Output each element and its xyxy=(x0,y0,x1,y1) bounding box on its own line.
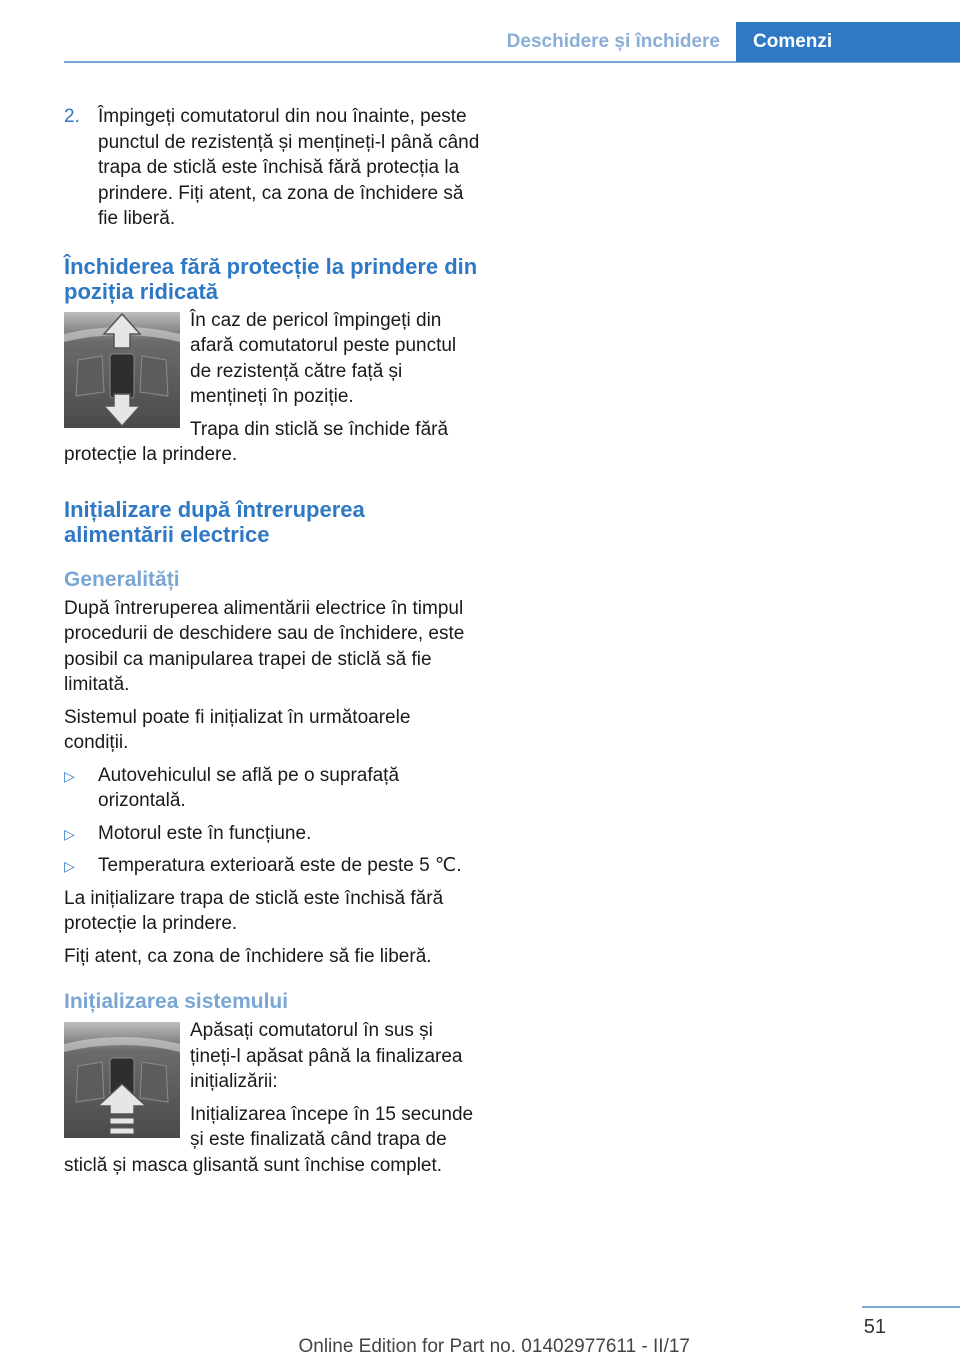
paragraph: Apăsați comutatorul în sus și țineți-l apăsat până la finalizarea inițializării: xyxy=(190,1020,463,1092)
paragraph: În caz de pericol împingeți din afară comutatorul peste punctul de rezistență către față și mențineți în poziție. xyxy=(190,309,457,407)
paragraph: Trapa din sticlă se închide fără protecție la prindere. xyxy=(64,418,449,465)
header-chapter-tab[interactable]: Comenzi xyxy=(736,22,960,62)
footer-rule xyxy=(862,1306,960,1308)
list-item xyxy=(64,821,480,847)
paragraph: Sistemul poate fi inițializat în următoarele condiții. xyxy=(64,706,411,753)
paragraph: Inițializarea începe în 15 secunde și este finalizată când trapa de sticlă și masca glisantă sunt închise complet. xyxy=(64,1103,474,1176)
edition-note: Online Edition for Part no. 01402977611 - II/17 xyxy=(298,1336,690,1357)
section-title-initialization: Inițializare după întreruperea alimentării electrice xyxy=(64,496,365,547)
list-item-text: Temperatura exterioară este de peste 5 ℃. xyxy=(98,855,462,876)
section-title-close-no-pinch: Închiderea fără protecție la prindere din poziția ridicată xyxy=(64,253,478,304)
page-number: 51 xyxy=(863,1316,886,1338)
triangle-bullet-icon: ▷ xyxy=(64,767,75,784)
main-column xyxy=(64,104,480,1185)
list-item-text: Autovehiculul se află pe o suprafață orizontală. xyxy=(98,764,400,811)
switch-push-up-illustration xyxy=(64,1022,180,1138)
paragraph: Fiți atent, ca zona de închidere să fie liberă. xyxy=(64,945,432,967)
triangle-bullet-icon: ▷ xyxy=(64,825,75,842)
list-item xyxy=(64,853,480,879)
switch-push-pull-illustration xyxy=(64,312,180,428)
triangle-bullet-icon: ▷ xyxy=(64,858,75,874)
step-text: Împingeți comutatorul din nou înainte, peste punctul de rezistență și mențineți-l până când trapa de sticlă este închisă fără protecția la prindere. Fiți atent, ca zona de închidere să fie liberă. xyxy=(98,106,480,229)
subsection-title-system-init: Inițializarea sistemului xyxy=(64,990,289,1013)
header-section-title: Deschidere și închidere xyxy=(506,31,720,52)
conditions-list xyxy=(64,763,480,879)
step-number: 2. xyxy=(64,106,80,127)
paragraph: După întreruperea alimentării electrice în timpul procedurii de deschidere sau de închidere, este posibil ca manipularea trapei de sticlă să fie limitată. xyxy=(64,597,465,695)
paragraph: La inițializare trapa de sticlă este închisă fără protecție la prindere. xyxy=(64,887,444,934)
subsection-title-general: Generalități xyxy=(64,567,180,591)
step-2 xyxy=(64,104,480,232)
list-item xyxy=(64,763,480,814)
list-item-text: Motorul este în funcțiune. xyxy=(98,822,312,844)
